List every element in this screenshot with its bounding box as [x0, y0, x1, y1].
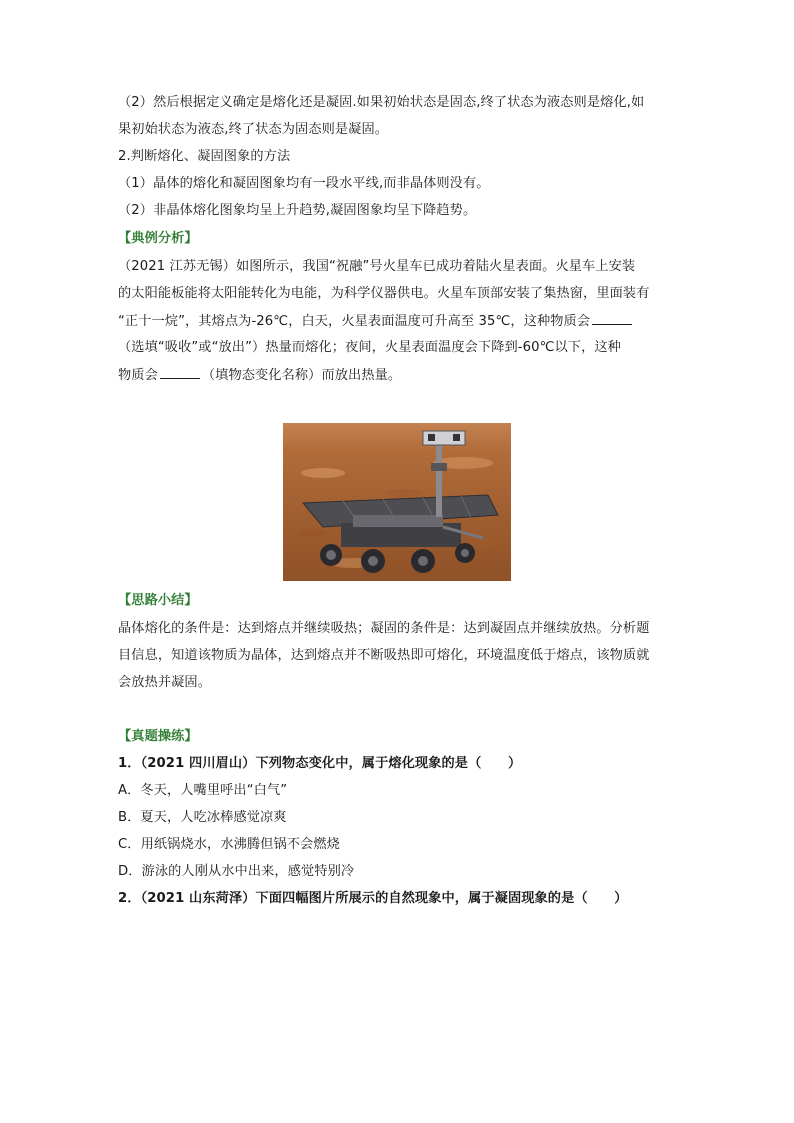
question-1-option-d: D．游泳的人刚从水中出来，感觉特别冷 [118, 864, 355, 879]
example-line-5-end: （填物态变化名称）而放出热量。 [201, 368, 402, 383]
question-2: 2．（2021 山东菏泽）下面四幅图片所展示的自然现象中，属于凝固现象的是（ ） [118, 891, 628, 906]
example-line-4: （选填“吸收”或“放出”）热量而熔化；夜间，火星表面温度会下降到-60℃以下，这种 [118, 340, 621, 355]
intro-p2-line1: （2）然后根据定义确定是熔化还是凝固.如果初始状态是固态,终了状态为液态则是熔化,如 [118, 95, 645, 110]
example-heading: 【典例分析】 [118, 231, 198, 246]
example-line-3 [118, 311, 688, 332]
mars-rover-illustration [283, 423, 511, 581]
example-line-5-start: 物质会 [118, 368, 158, 383]
summary-heading: 【思路小结】 [118, 593, 198, 608]
example-line-1: （2021 江苏无锡）如图所示，我国“祝融”号火星车已成功着陆火星表面。火星车上安装 [118, 259, 636, 274]
answer-blank-1 [592, 311, 632, 325]
method-item-1: （1）晶体的熔化和凝固图象均有一段水平线,而非晶体则没有。 [118, 176, 490, 191]
example-line-3-text: “正十一烷”，其熔点为-26℃，白天，火星表面温度可升高至 35℃，这种物质会 [118, 314, 591, 329]
question-1-option-c: C．用纸锅烧水，水沸腾但锅不会燃烧 [118, 837, 340, 852]
question-1-option-a: A．冬天，人嘴里呼出“白气” [118, 783, 288, 798]
practice-heading: 【真题操练】 [118, 729, 198, 744]
example-line-2: 的太阳能板能将太阳能转化为电能，为科学仪器供电。火星车顶部安装了集热窗，里面装有 [118, 286, 650, 301]
method-title: 2.判断熔化、凝固图象的方法 [118, 149, 291, 164]
summary-line-2: 目信息，知道该物质为晶体，达到熔点并不断吸热即可熔化，环境温度低于熔点，该物质就 [118, 648, 650, 663]
summary-line-3: 会放热并凝固。 [118, 675, 212, 690]
method-item-2: （2）非晶体熔化图象均呈上升趋势,凝固图象均呈下降趋势。 [118, 203, 477, 218]
question-1: 1．（2021 四川眉山）下列物态变化中，属于熔化现象的是（ ） [118, 756, 522, 771]
mars-rover-image [283, 423, 511, 581]
summary-line-1: 晶体熔化的条件是：达到熔点并继续吸热；凝固的条件是：达到凝固点并继续放热。分析题 [118, 621, 650, 636]
example-line-5 [118, 365, 688, 386]
question-1-option-b: B．夏天，人吃冰棒感觉凉爽 [118, 810, 287, 825]
intro-p2-line2: 果初始状态为液态,终了状态为固态则是凝固。 [118, 122, 389, 137]
answer-blank-2 [160, 365, 200, 379]
